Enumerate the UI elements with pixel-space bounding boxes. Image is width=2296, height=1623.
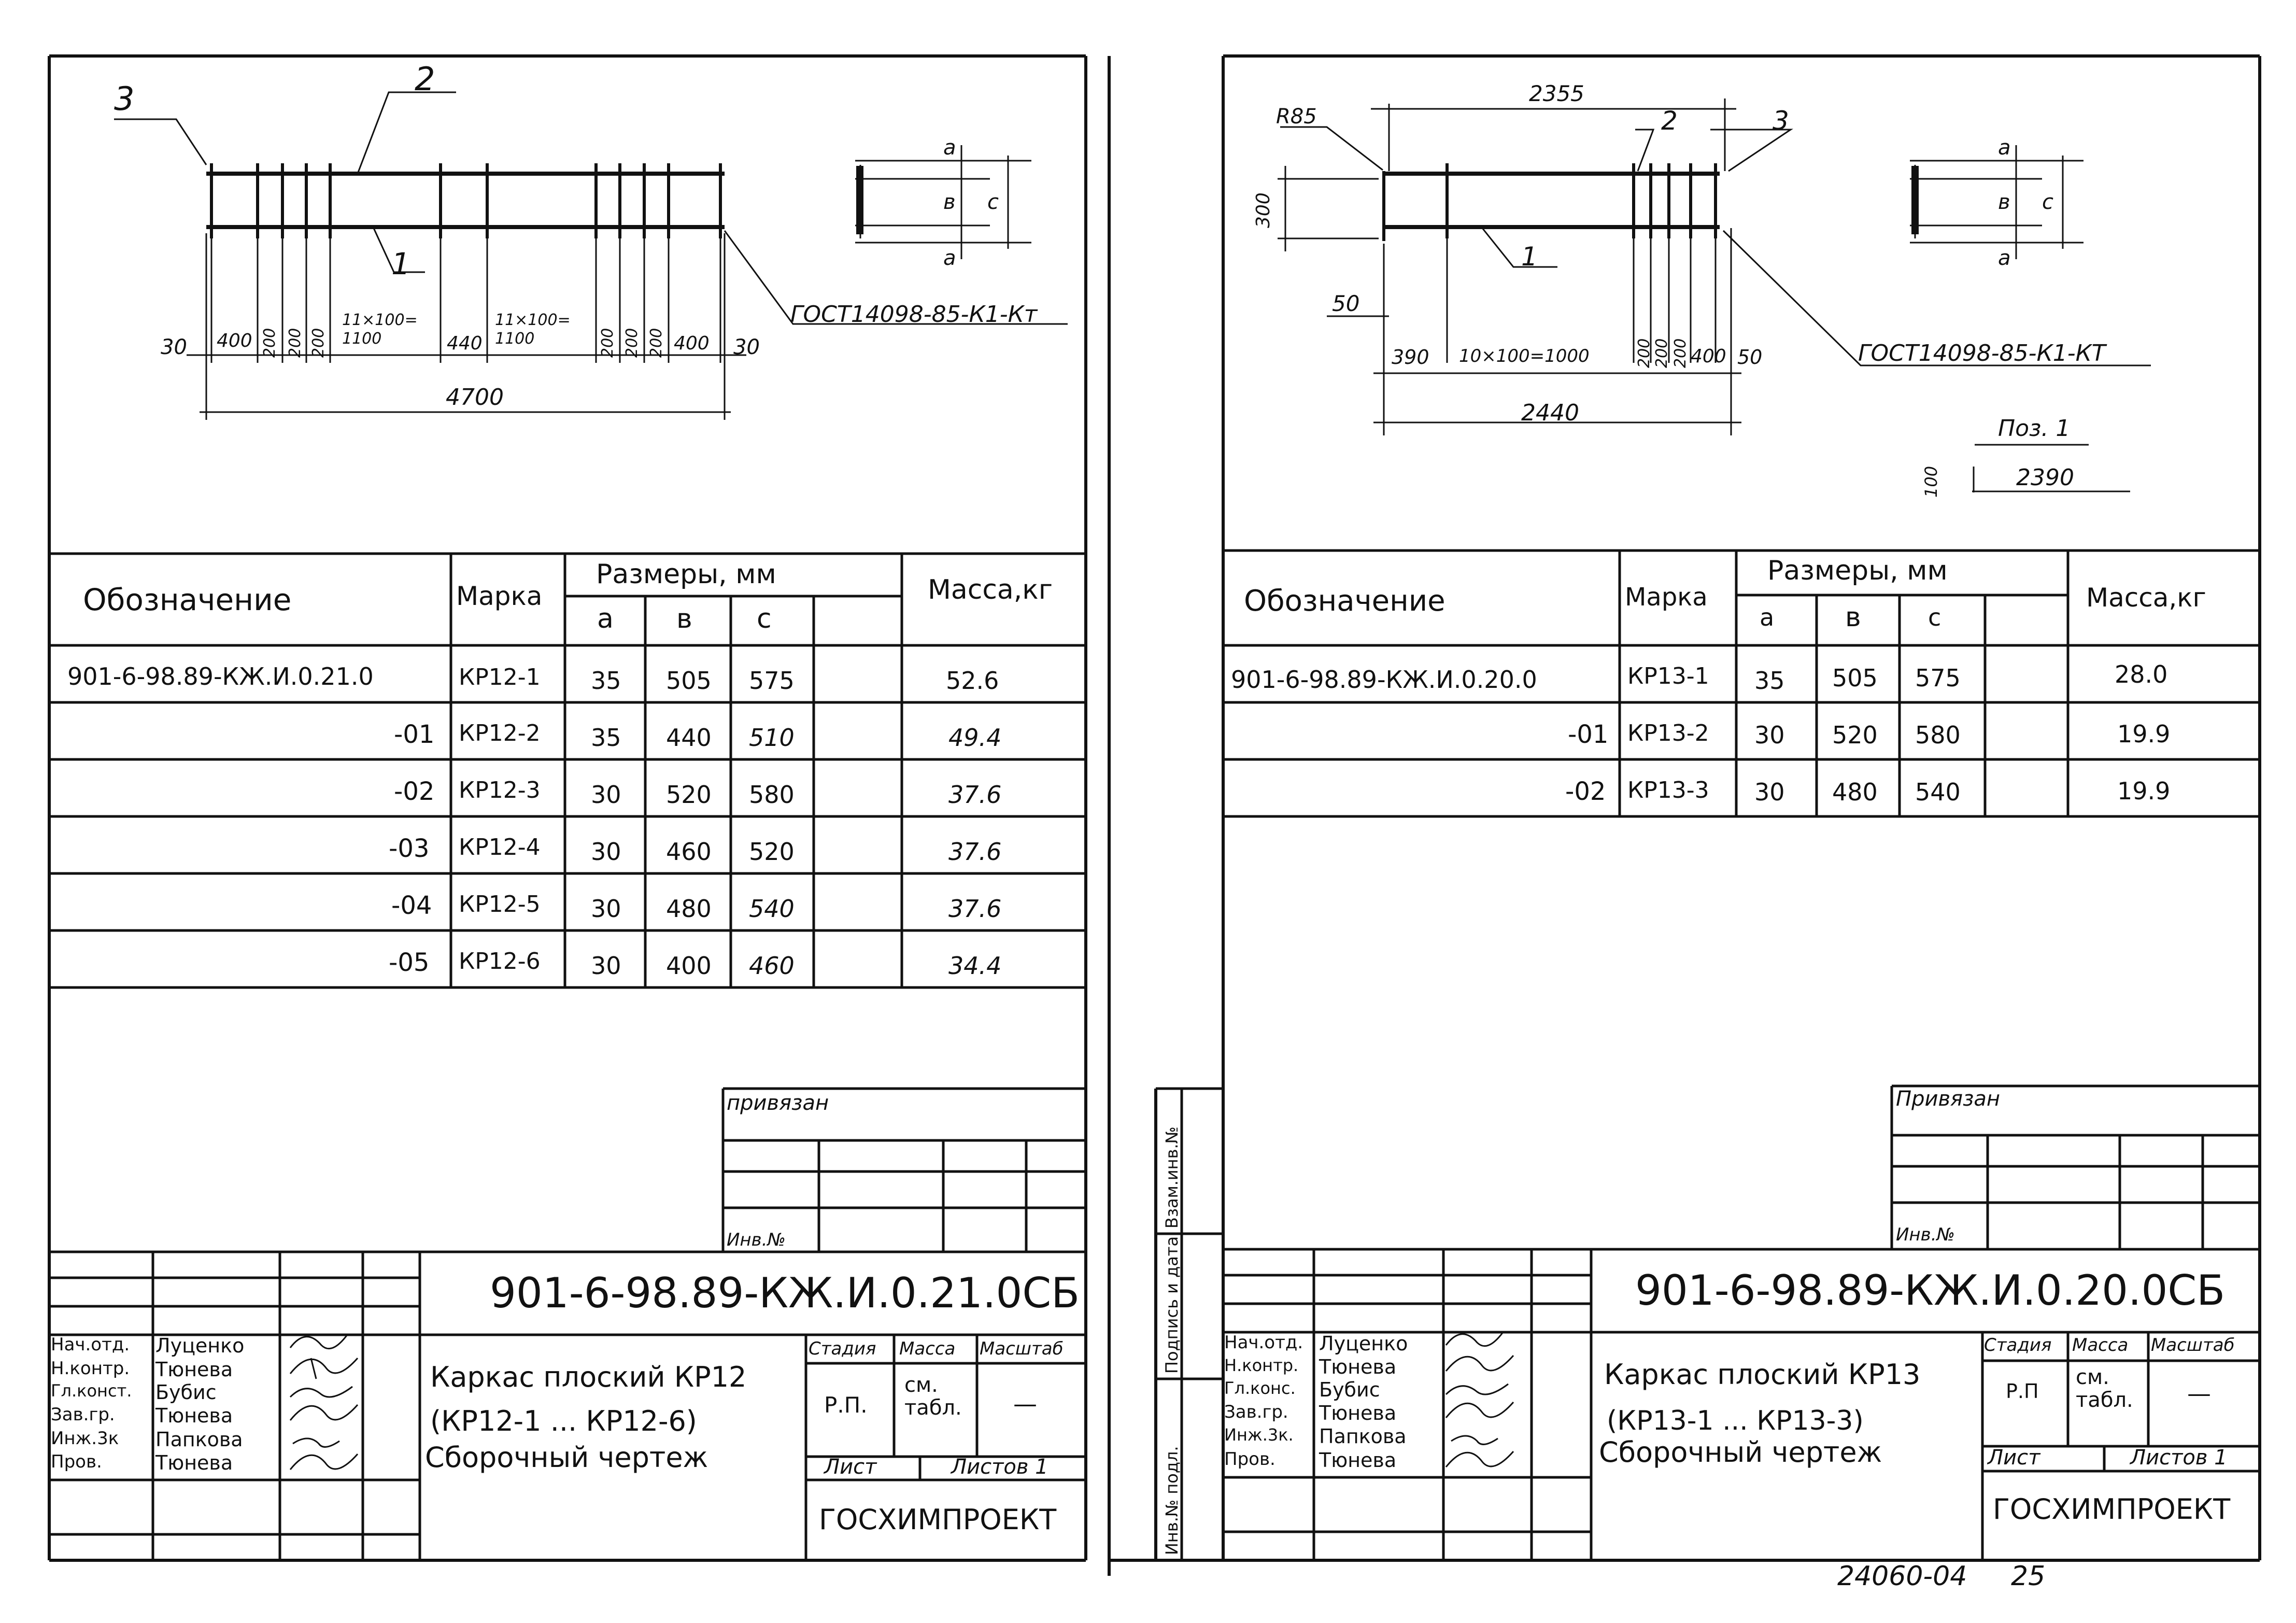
left-pos-2-label: 2	[415, 60, 435, 98]
right-privyazan: Привязан	[1896, 1087, 2001, 1111]
side-inv-podl: Инв.№ подл.	[1162, 1446, 1182, 1555]
cell-a: 30	[1754, 721, 1785, 749]
cell-a: 30	[1754, 778, 1785, 806]
role-label: Гл.конст.	[51, 1381, 132, 1401]
col-header-a: а	[597, 603, 614, 634]
col-header-mark: Марка	[456, 581, 543, 611]
cell-designation: -01	[1568, 720, 1609, 749]
left-dim: 30	[161, 335, 187, 359]
person-name: Бубис	[1319, 1378, 1380, 1401]
cell-c: 540	[749, 895, 795, 923]
right-pos-3-label: 3	[1773, 106, 1789, 136]
cell-mass: 19.9	[2117, 777, 2171, 805]
cell-c: 580	[749, 781, 795, 809]
left-sheets-label: Листов 1	[951, 1455, 1048, 1479]
col-header-dims: Размеры, мм	[1767, 555, 1948, 586]
left-mass-value: см. табл.	[904, 1373, 962, 1420]
right-dim: 400	[1691, 346, 1726, 367]
col-header-b: в	[676, 603, 692, 634]
right-title-line2: (КР13-1 ... КР13-3)	[1607, 1405, 1864, 1436]
right-total-length: 2440	[1521, 400, 1579, 426]
right-stage-label: Стадия	[1984, 1335, 2052, 1356]
right-org: ГОСХИМПРОЕКТ	[1993, 1493, 2231, 1526]
left-mass-label: Масса	[899, 1338, 956, 1359]
left-section-a-top: а	[943, 136, 956, 160]
role-label: Нач.отд.	[51, 1334, 130, 1355]
col-header-b: в	[1845, 602, 1861, 633]
cell-a: 35	[591, 667, 621, 695]
role-label: Инж.3к.	[1224, 1425, 1294, 1445]
right-dim: 50	[1737, 346, 1763, 369]
cell-mass: 37.6	[948, 895, 1002, 923]
left-dim: 30	[733, 335, 760, 359]
right-dim: 10×100=1000	[1459, 346, 1590, 366]
right-sheets-label: Листов 1	[2130, 1446, 2228, 1470]
right-offset-dim: 50	[1332, 291, 1360, 316]
left-dim: 200	[309, 328, 328, 358]
col-header-designation: Обозначение	[1244, 584, 1445, 618]
left-dim: 400	[217, 330, 252, 351]
cell-a: 30	[591, 895, 621, 923]
role-label: Пров.	[51, 1451, 102, 1472]
cell-c: 575	[749, 667, 795, 695]
cell-designation: -04	[391, 891, 432, 920]
person-name: Тюнева	[155, 1451, 233, 1474]
col-header-mass: Масса,кг	[2086, 583, 2206, 613]
right-scale-label: Масштаб	[2151, 1335, 2235, 1356]
left-gost-note: ГОСТ14098-85-К1-Кт	[790, 301, 1038, 328]
cell-mass: 34.4	[948, 952, 1002, 980]
cell-mass: 52.6	[946, 667, 999, 695]
cell-mark: КР13-1	[1627, 663, 1709, 689]
left-stage-label: Стадия	[809, 1338, 876, 1359]
col-header-c: с	[1928, 603, 1941, 631]
cell-designation: -01	[394, 720, 435, 749]
person-name: Бубис	[155, 1381, 217, 1404]
col-header-dims: Размеры, мм	[596, 559, 776, 590]
right-radius-label: R85	[1276, 105, 1317, 129]
cell-a: 30	[591, 838, 621, 866]
right-dim: 200	[1635, 338, 1653, 368]
cell-designation: 901-6-98.89-КЖ.И.0.20.0	[1231, 666, 1537, 694]
right-section-a-bottom: а	[1998, 246, 2011, 270]
cell-mass: 49.4	[948, 724, 1002, 752]
right-mass-label: Масса	[2072, 1335, 2129, 1356]
col-header-mark: Марка	[1625, 583, 1708, 612]
person-name: Луценко	[155, 1334, 245, 1357]
cell-b: 505	[666, 667, 712, 695]
right-title-line3: Сборочный чертеж	[1599, 1436, 1882, 1469]
cell-designation: -05	[389, 948, 430, 977]
cell-designation: -02	[394, 777, 435, 806]
right-pos-2-label: 2	[1661, 106, 1678, 136]
left-inv-no: Инв.№	[727, 1230, 786, 1250]
left-dim: 400	[674, 333, 710, 354]
cell-designation: -02	[1565, 777, 1606, 806]
person-name: Тюнева	[155, 1358, 233, 1381]
cell-c: 575	[1915, 664, 1961, 692]
cell-mark: КР13-3	[1627, 777, 1709, 803]
cell-a: 30	[591, 952, 621, 980]
right-dim: 390	[1392, 346, 1429, 369]
cell-mark: КР12-6	[459, 948, 541, 975]
left-dim: 200	[286, 328, 304, 358]
right-inv-no: Инв.№	[1896, 1224, 1955, 1245]
right-section-a-top: а	[1998, 136, 2011, 160]
col-header-a: а	[1760, 603, 1775, 631]
person-name: Тюнева	[1319, 1449, 1397, 1472]
cell-a: 35	[1754, 667, 1785, 695]
cell-b: 460	[666, 838, 712, 866]
col-header-c: с	[757, 603, 772, 634]
left-privyazan: привязан	[727, 1091, 829, 1115]
right-mass-value: см. табл.	[2076, 1365, 2133, 1412]
left-title-line2: (КР12-1 ... КР12-6)	[430, 1405, 697, 1437]
left-dim: 200	[599, 328, 617, 358]
cell-mass: 37.6	[948, 781, 1002, 809]
person-name: Тюнева	[155, 1404, 233, 1427]
left-scale-label: Масштаб	[980, 1338, 1064, 1359]
role-label: Зав.гр.	[1224, 1402, 1288, 1422]
left-section-a-bottom: а	[943, 246, 956, 270]
left-sheet-label: Лист	[824, 1455, 877, 1479]
right-sheet-label: Лист	[1988, 1446, 2040, 1470]
right-scale-value: —	[2187, 1379, 2211, 1407]
cell-c: 510	[749, 724, 795, 752]
cell-mass: 19.9	[2117, 720, 2171, 748]
person-name: Папкова	[155, 1428, 243, 1451]
cell-b: 480	[666, 895, 712, 923]
right-title-line1: Каркас плоский КР13	[1604, 1358, 1921, 1391]
right-pos-1-label: 1	[1521, 242, 1538, 272]
person-name: Луценко	[1319, 1332, 1408, 1355]
right-stage-value: Р.П	[2006, 1380, 2039, 1403]
left-dim: 200	[261, 328, 279, 358]
person-name: Тюнева	[1319, 1402, 1397, 1424]
cell-mark: КР13-2	[1627, 720, 1709, 746]
cell-c: 580	[1915, 721, 1961, 749]
left-section-b: в	[943, 190, 956, 214]
cell-mark: КР12-2	[459, 720, 541, 746]
right-pos-length: 2390	[2016, 464, 2074, 491]
left-doc-code: 901-6-98.89-КЖ.И.0.21.0СБ	[490, 1269, 1080, 1317]
cell-b: 520	[1832, 721, 1878, 749]
cell-a: 30	[591, 781, 621, 809]
left-pos-3-label: 3	[114, 80, 135, 118]
right-top-dim: 2355	[1529, 81, 1584, 106]
col-header-mass: Масса,кг	[928, 574, 1053, 605]
right-pos-title: Поз. 1	[1998, 415, 2071, 442]
cell-a: 35	[591, 724, 621, 752]
right-gost-note: ГОСТ14098-85-К1-КТ	[1858, 340, 2106, 366]
cell-mark: КР12-5	[459, 891, 541, 918]
right-section-b: в	[1998, 190, 2010, 214]
cell-mass: 28.0	[2115, 660, 2168, 688]
left-title-line3: Сборочный чертеж	[425, 1441, 708, 1474]
left-dim: 200	[647, 328, 665, 358]
footer-page-number: 25	[2011, 1561, 2046, 1592]
footer-doc-number: 24060-04	[1837, 1561, 1967, 1592]
cell-b: 440	[666, 724, 712, 752]
left-dim: 200	[623, 328, 641, 358]
left-stage-value: Р.П.	[824, 1392, 868, 1418]
cell-c: 520	[749, 838, 795, 866]
right-dim: 200	[1671, 338, 1690, 368]
left-total-length: 4700	[446, 384, 504, 411]
col-header-designation: Обозначение	[83, 582, 292, 617]
side-podpis-data: Подпись и дата	[1162, 1236, 1182, 1374]
left-section-c: с	[987, 190, 999, 214]
cell-b: 520	[666, 781, 712, 809]
right-height-dim: 300	[1253, 192, 1274, 228]
role-label: Н.контр.	[51, 1358, 130, 1379]
left-title-line1: Каркас плоский КР12	[430, 1361, 747, 1393]
left-scale-value: —	[1013, 1390, 1037, 1418]
cell-designation: -03	[389, 834, 430, 863]
right-section-c: с	[2042, 190, 2053, 214]
cell-mass: 37.6	[948, 838, 1002, 866]
cell-mark: КР12-3	[459, 777, 541, 803]
role-label: Зав.гр.	[51, 1404, 115, 1425]
cell-b: 505	[1832, 664, 1878, 692]
left-dim: 11×100= 1100	[342, 311, 418, 348]
person-name: Тюнева	[1319, 1356, 1397, 1378]
role-label: Гл.конс.	[1224, 1378, 1296, 1398]
cell-c: 460	[749, 952, 795, 980]
cell-b: 480	[1832, 778, 1878, 806]
side-vzam-inv: Взам.инв.№	[1162, 1126, 1182, 1229]
left-pos-1-label: 1	[391, 246, 410, 281]
right-dim: 200	[1653, 338, 1671, 368]
left-dim: 11×100= 1100	[495, 311, 571, 348]
left-org: ГОСХИМПРОЕКТ	[819, 1503, 1057, 1536]
role-label: Инж.3к	[51, 1428, 119, 1449]
role-label: Пров.	[1224, 1449, 1275, 1470]
left-dim: 440	[447, 333, 483, 354]
cell-designation: 901-6-98.89-КЖ.И.0.21.0	[67, 662, 374, 690]
cell-b: 400	[666, 952, 712, 980]
right-doc-code: 901-6-98.89-КЖ.И.0.20.0СБ	[1635, 1266, 2226, 1315]
role-label: Н.контр.	[1224, 1356, 1299, 1375]
person-name: Папкова	[1319, 1425, 1407, 1448]
cell-mark: КР12-4	[459, 834, 541, 860]
right-pos-small-dim: 100	[1921, 465, 1941, 498]
role-label: Нач.отд.	[1224, 1332, 1303, 1353]
cell-c: 540	[1915, 778, 1961, 806]
cell-mark: КР12-1	[459, 664, 541, 690]
